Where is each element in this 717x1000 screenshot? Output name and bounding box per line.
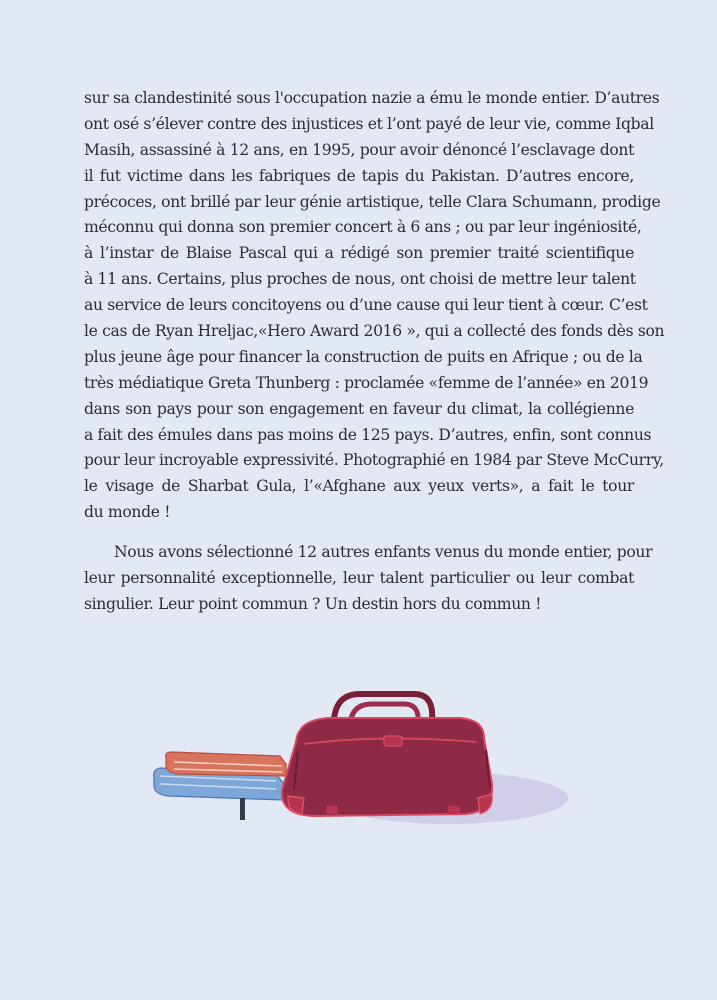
body-text [84,86,665,618]
text-line: du monde ! [84,503,171,522]
text-line: sur sa clandestinité sous l'occupation nazie a ému le monde entier. D’autres [84,89,660,107]
text-line: singulier. Leur point commun ? Un destin hors du commun ! [84,594,542,613]
text-line: à 11 ans. Certains, plus proches de nous, ont choisi de mettre leur talent [84,270,636,289]
text-line: au service de leurs concitoyens ou d’une cause qui leur tient à cœur. C’est [84,296,648,315]
text-line: dans son pays pour son engagement en faveur du climat, la collégienne [84,399,634,418]
text-line: à l’instar de Blaise Pascal qui a rédigé son premier traité scientifique [84,244,634,263]
orange-book [166,752,286,776]
text-line: pour leur incroyable expressivité. Photographié en 1984 par Steve McCurry, [84,451,664,470]
bookmark-ribbon [240,798,245,820]
text-line: le visage de Sharbat Gula, l’«Afghane aux yeux verts», a fait le tour [84,477,634,496]
text-line: très médiatique Greta Thunberg : proclamée «femme de l’année» en 2019 [84,373,649,392]
text-line: méconnu qui donna son premier concert à 6 ans ; ou par leur ingéniosité, [84,218,642,237]
paragraph-1 [84,86,665,526]
text-line: Nous avons sélectionné 12 autres enfants venus du monde entier, pour [114,543,653,562]
text-line: précoces, ont brillé par leur génie artistique, telle Clara Schumann, prodige [84,192,661,211]
bag-and-books-illustration [148,680,578,830]
paragraph-2 [84,540,653,618]
text-line: a fait des émules dans pas moins de 125 pays. D’autres, enfin, sont connus [84,425,652,444]
paragraph-gap [84,526,634,540]
text-line: leur personnalité exceptionnelle, leur talent particulier ou leur combat [84,569,634,588]
text-line: plus jeune âge pour financer la construction de puits en Afrique ; ou de la [84,347,643,366]
text-line: le cas de Ryan Hreljac,«Hero Award 2016 », qui a collecté des fonds dès son [84,322,665,341]
text-line: ont osé s’élever contre des injustices et l’ont payé de leur vie, comme Iqbal [84,114,654,133]
text-line: Masih, assassiné à 12 ans, en 1995, pour avoir dénoncé l’esclavage dont [84,140,634,159]
doctor-bag [282,718,492,816]
bag-clasp [384,736,402,746]
text-line: il fut victime dans les fabriques de tapis du Pakistan. D’autres encore, [84,166,634,185]
